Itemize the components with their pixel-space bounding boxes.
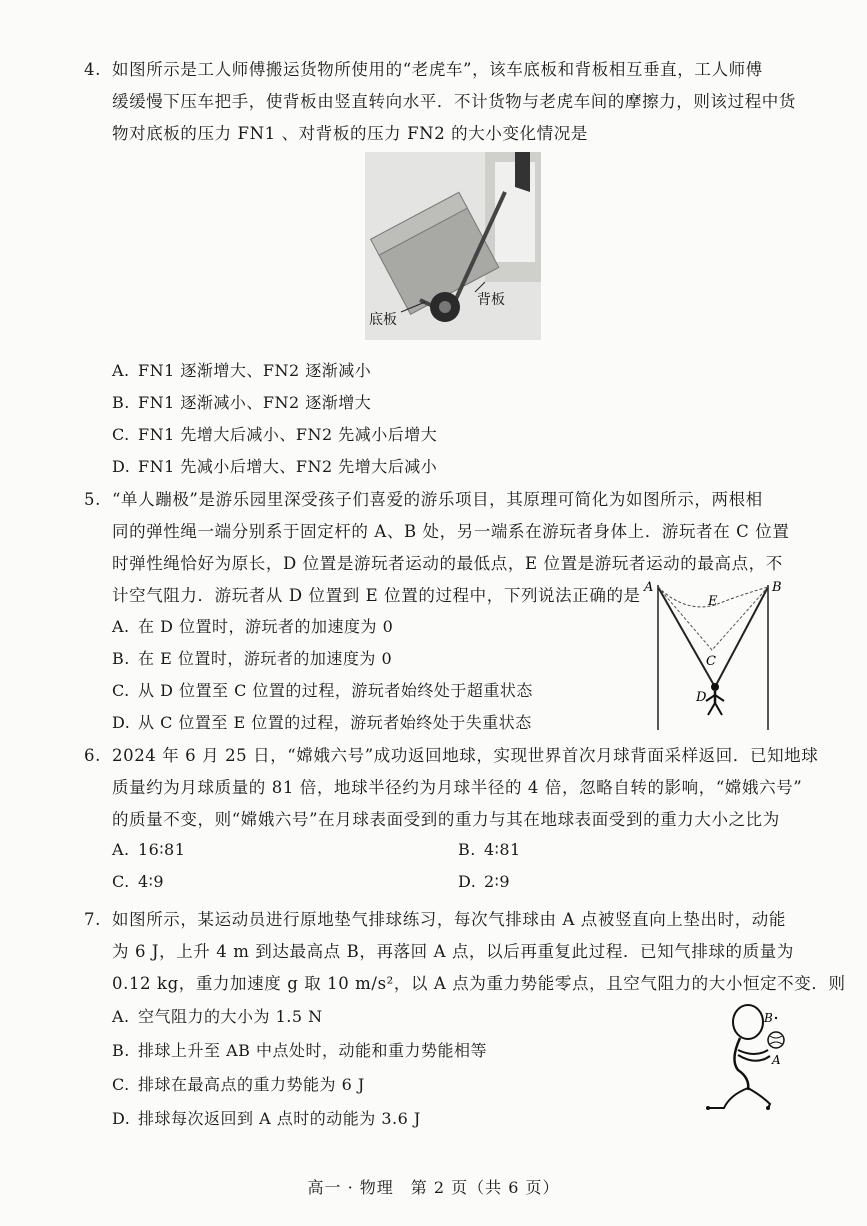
bungee-figure [640, 575, 785, 730]
q5-option-d[interactable]: D. 从 C 位置至 E 位置的过程，游玩者始终处于失重状态 [112, 713, 532, 732]
q4-number: 4. [84, 60, 101, 79]
q4-line-1: 4. 如图所示是工人师傅搬运货物所使用的“老虎车”，该车底板和背板相互垂直，工人师傅 [84, 60, 763, 79]
q7-option-d[interactable]: D. 排球每次返回到 A 点时的动能为 3.6 J [112, 1109, 421, 1128]
q7-option-c[interactable]: C. 排球在最高点的重力势能为 6 J [112, 1075, 365, 1094]
q7-option-b[interactable]: B. 排球上升至 AB 中点处时，动能和重力势能相等 [112, 1041, 487, 1060]
q5-option-b[interactable]: B. 在 E 位置时，游玩者的加速度为 0 [112, 649, 393, 668]
q4-option-b[interactable]: B. FN1 逐渐减小、FN2 逐渐增大 [112, 393, 372, 412]
label-point-c: C [706, 654, 716, 669]
q5-line-4: 计空气阻力．游玩者从 D 位置到 E 位置的过程中，下列说法正确的是 [112, 586, 641, 605]
label-bottom-plate: 底板 [369, 312, 397, 328]
q6-option-c[interactable]: C. 4∶9 [112, 872, 165, 891]
q4-line-3: 物对底板的压力 FN1 、对背板的压力 FN2 的大小变化情况是 [112, 124, 588, 143]
q6-option-d[interactable]: D. 2∶9 [458, 872, 511, 891]
q4-option-c[interactable]: C. FN1 先增大后减小、FN2 先减小后增大 [112, 425, 438, 444]
q7-line-2: 为 6 J，上升 4 m 到达最高点 B，再落回 A 点，以后再重复此过程．已知气排球的质量为 [112, 942, 794, 961]
label-point-d: D [696, 690, 707, 705]
q6-line-3: 的质量不变，则“嫦娥六号”在月球表面受到的重力与其在地球表面受到的重力大小之比为 [112, 810, 780, 829]
q5-line-1: 5. “单人蹦极”是游乐园里深受孩子们喜爱的游乐项目，其原理可简化为如图所示，两根相 [84, 490, 763, 509]
q7-option-a[interactable]: A. 空气阻力的大小为 1.5 N [112, 1007, 323, 1026]
q6-option-b[interactable]: B. 4∶81 [458, 840, 521, 859]
q6-line-2: 质量约为月球质量的 81 倍，地球半径约为月球半径的 4 倍，忽略自转的影响，“嫦娥六号” [112, 778, 803, 797]
volleyball-player-figure [700, 1000, 800, 1120]
hand-truck-figure [365, 152, 541, 340]
q7-number: 7. [84, 910, 101, 929]
label-back-plate: 背板 [477, 292, 505, 308]
label-point-b: B [772, 580, 782, 595]
q6-option-a[interactable]: A. 16∶81 [112, 840, 186, 859]
q5-number: 5. [84, 490, 101, 509]
label-point-a: A [772, 1053, 781, 1067]
label-point-e: E [708, 594, 718, 609]
q5-option-c[interactable]: C. 从 D 位置至 C 位置的过程，游玩者始终处于超重状态 [112, 681, 533, 700]
q4-line-2: 缓缓慢下压车把手，使背板由竖直转向水平．不计货物与老虎车间的摩擦力，则该过程中货 [112, 92, 796, 111]
q5-line-3: 时弹性绳恰好为原长，D 位置是游玩者运动的最低点，E 位置是游玩者运动的最高点，不 [112, 554, 783, 573]
q5-line-2: 同的弹性绳一端分别系于固定杆的 A、B 处，另一端系在游玩者身体上．游玩者在 C 位置 [112, 522, 790, 541]
q6-number: 6. [84, 746, 101, 765]
page-footer: 高一 · 物理 第 2 页（共 6 页） [307, 1178, 560, 1197]
q4-option-d[interactable]: D. FN1 先减小后增大、FN2 先增大后减小 [112, 457, 438, 476]
q7-line-3: 0.12 kg，重力加速度 g 取 10 m/s²，以 A 点为重力势能零点，且空气阻力的大小恒定不变．则 [112, 974, 846, 993]
label-point-b: B [764, 1011, 773, 1025]
label-point-a: A [644, 580, 654, 595]
q4-option-a[interactable]: A. FN1 逐渐增大、FN2 逐渐减小 [112, 361, 372, 380]
q6-line-1: 6. 2024 年 6 月 25 日，“嫦娥六号”成功返回地球，实现世界首次月球背面采样返回．已知地球 [84, 746, 819, 765]
q7-line-1: 7. 如图所示，某运动员进行原地垫气排球练习，每次气排球由 A 点被竖直向上垫出时，动能 [84, 910, 787, 929]
q5-option-a[interactable]: A. 在 D 位置时，游玩者的加速度为 0 [112, 617, 394, 636]
